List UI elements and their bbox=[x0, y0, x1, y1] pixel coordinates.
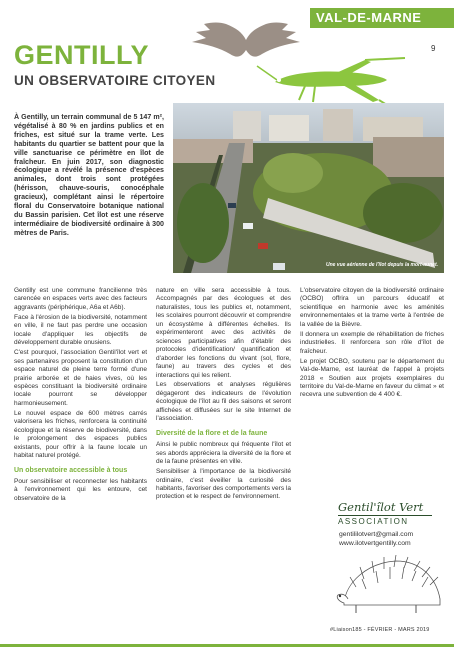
paragraph: Pour sensibiliser et reconnecter les habitants à l'environnement qui les entoure, cet observatoire de la bbox=[14, 478, 147, 502]
paragraph: C'est pourquoi, l'association Gentil'îlot vert et ses partenaires proposent la constitution d'un espace naturel de pleine terre formé d'une prairie arborée et de haies vives, où les espèces constituant la biodiversité ordinaire locale pourront se développer harmonieusement. bbox=[14, 349, 147, 407]
footer-issue: #Liaison185 - FÉVRIER - MARS 2019 bbox=[330, 627, 430, 633]
paragraph: Face à l'érosion de la biodiversité, notamment en ville, il ne faut pas perdre une occasion locale d'appliquer les objectifs de développement durable onusiens. bbox=[14, 313, 147, 347]
paragraph: Ainsi le public nombreux qui fréquente l'îlot et ses abords appréciera la diversité de la flore et de la faune présentes en ville. bbox=[156, 441, 291, 466]
section-heading: Un observatoire accessible à tous bbox=[14, 466, 128, 474]
hedgehog-icon bbox=[336, 553, 446, 619]
page-number: 9 bbox=[431, 44, 436, 53]
association-contact bbox=[339, 531, 413, 548]
column-2 bbox=[156, 287, 291, 503]
column-1 bbox=[14, 287, 147, 505]
paragraph: Gentilly est une commune francilienne très carencée en espaces verts avec des facteurs aggravants (périphérique, A6a et A6b). bbox=[14, 287, 147, 311]
association-name: Gentil'îlot Vert bbox=[338, 500, 424, 514]
lead-paragraph: À Gentilly, un terrain communal de 5 147 m², végétalisé à 80 % en jardins publics et en friches, est situé sur la trame verte. Les habitants du quartier se battent pour que la ville sanctuarise ce périmètre en îlot de fraîcheur. En juin 2017, son diagnostic écologique a révélé la présence d'espèces animales, dont trois sont protégées (hérisson, chauve-souris, conocéphale gracieux), complétant ainsi le répertoire floral du Conservatoire botanique national du Bassin parisien. Cet îlot est une réserve intermédiaire de biodiversité ordinaire à 300 mètres de Paris. bbox=[14, 113, 164, 237]
aerial-photo bbox=[173, 103, 444, 273]
paragraph: Les observations et analyses régulières dégageront des indicateurs de l'évolution écologique de l'îlot au fil des saisons et seront affichées et diffusées sur le site Internet de l'association. bbox=[156, 381, 291, 423]
paragraph: Le nouvel espace de 600 mètres carrés valorisera les friches, renforcera la continuité écologique et la réserve de biodiversité, dans le prolongement des espaces publics existants, pour offrir à la faune locale un habitat naturel protégé. bbox=[14, 409, 147, 460]
association-website[interactable]: www.ilotvertgentilly.com bbox=[339, 539, 411, 547]
association-tag: ASSOCIATION bbox=[338, 517, 409, 526]
region-label: VAL-DE-MARNE bbox=[316, 10, 422, 25]
association-logo bbox=[338, 500, 438, 526]
paragraph: Il donnera un exemple de réhabilitation de friches industrielles. Il renforcera son rôle d'îlot de fraîcheur. bbox=[300, 330, 444, 355]
paragraph: Le projet OCBO, soutenu par le département du Val-de-Marne, est lauréat de l'appel à projets 2018 « Soutien aux projets exemplaires du territoire du Val-de-Marne en faveur du climat » et recevra une subvention de 4 400 €. bbox=[300, 357, 444, 399]
region-banner bbox=[310, 8, 454, 28]
paragraph: Sensibiliser à l'importance de la biodiversité ordinaire, c'est éveiller la curiosité des habitants, favoriser des comportements vers la protection et le respect de l'environnement. bbox=[156, 468, 291, 501]
divider bbox=[338, 515, 432, 516]
page-subtitle: UN OBSERVATOIRE CITOYEN bbox=[14, 73, 216, 88]
paragraph: nature en ville sera accessible à tous. Accompagnés par des écologues et des naturalistes, tous les publics et, notamment, les scolaires pourront découvrir et comprendre un écosystème à différentes échelles. Ils expérimenteront avec des activités de sciences participatives afin d'établir des protocoles d'identification/ quantification et d'aborder les fonctions du vivant (sol, flore, faune) au travers des cycles et des interactions qui les relient. bbox=[156, 287, 291, 379]
paragraph: L'observatoire citoyen de la biodiversité ordinaire (OCBO) offrira un parcours éducatif et scientifique en harmonie avec les aménités environnementales et la trame verte à l'entrée de la vallée de la Bièvre. bbox=[300, 287, 444, 328]
page-title: GENTILLY bbox=[14, 40, 150, 70]
section-heading: Diversité de la flore et de la faune bbox=[156, 429, 268, 437]
association-email[interactable]: gentililotvert@gmail.com bbox=[339, 531, 414, 538]
column-3 bbox=[300, 287, 444, 401]
photo-caption: Une vue aérienne de l'îlot depuis la mort-aunet. bbox=[325, 262, 438, 268]
